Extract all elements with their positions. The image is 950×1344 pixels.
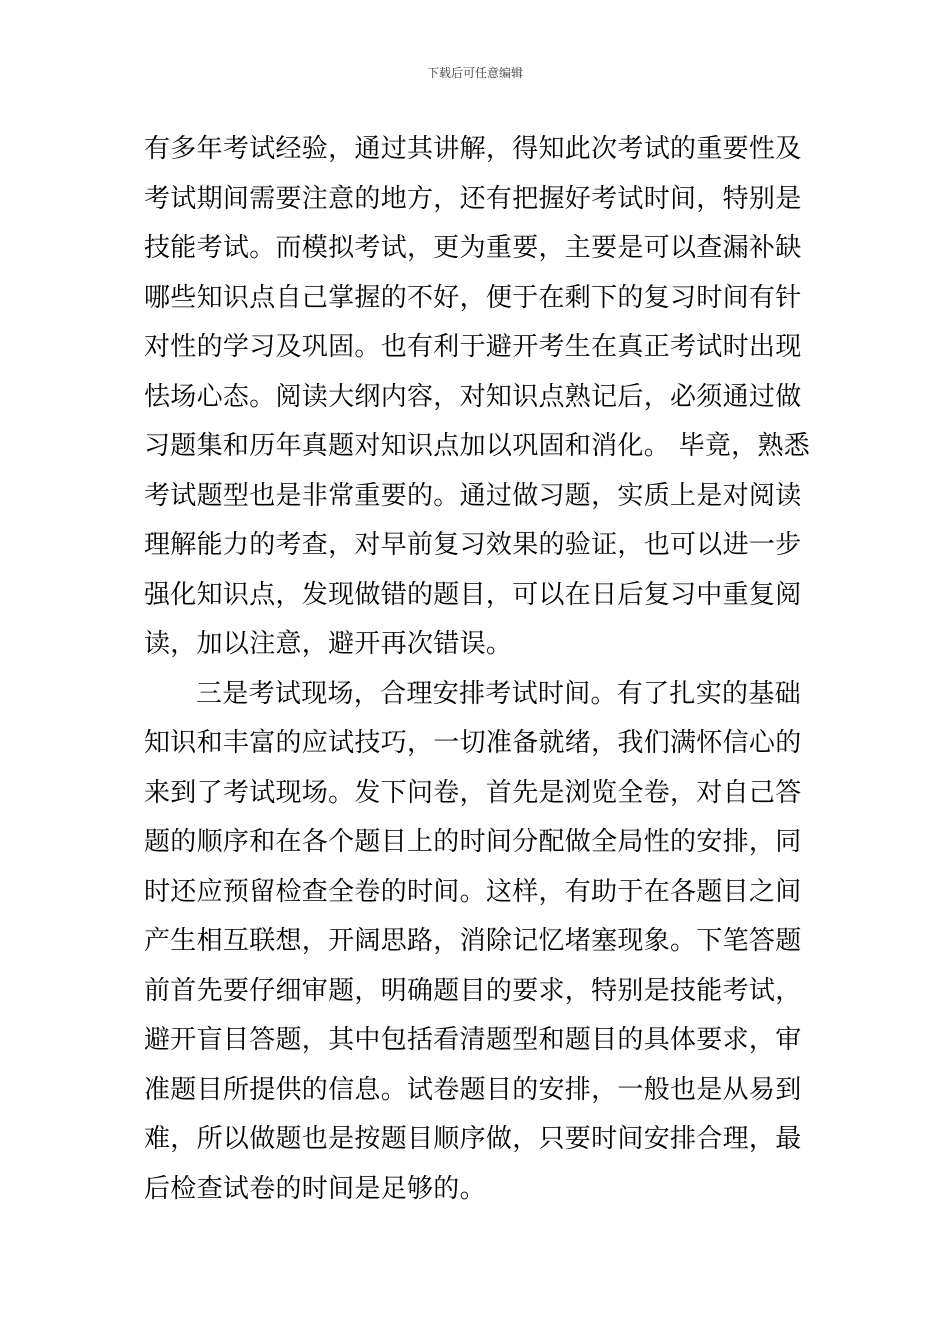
text-line: 强化知识点，发现做错的题目，可以在日后复习中重复阅 <box>144 579 802 610</box>
text-line: 知识和丰富的应试技巧，一切准备就绪，我们满怀信心的 <box>144 728 802 758</box>
text-line: 怯场心态。阅读大纲内容，对知识点熟记后，必须通过做 <box>144 381 802 412</box>
page-header: 下载后可任意编辑 <box>426 66 523 80</box>
text-line: 技能考试。而模拟考试，更为重要，主要是可以查漏补缺 <box>144 233 802 263</box>
text-line: 考试题型也是非常重要的。通过做习题，实质上是对阅读 <box>144 480 802 511</box>
paragraph-start-line: 三是考试现场，合理安排考试时间。有了扎实的基础 <box>196 678 801 709</box>
text-line: 后检查试卷的时间是足够的。 <box>144 1173 486 1204</box>
text-line: 来到了考试现场。发下问卷，首先是浏览全卷，对自己答 <box>144 777 802 808</box>
text-line: 前首先要仔细审题，明确题目的要求，特别是技能考试， <box>144 975 802 1006</box>
text-line: 难，所以做题也是按题目顺序做，只要时间安排合理，最 <box>144 1124 802 1154</box>
text-line: 理解能力的考查，对早前复习效果的验证，也可以进一步 <box>144 530 802 560</box>
text-line: 读，加以注意，避开再次错误。 <box>144 629 513 659</box>
text-line: 避开盲目答题，其中包括看清题型和题目的具体要求，审 <box>144 1025 802 1055</box>
text-line: 准题目所提供的信息。试卷题目的安排，一般也是从易到 <box>144 1074 802 1105</box>
text-line: 时还应预留检查全卷的时间。这样，有助于在各题目之间 <box>144 876 802 907</box>
text-line: 习题集和历年真题对知识点加以巩固和消化。 毕竟，熟悉 <box>144 431 811 461</box>
text-line: 有多年考试经验，通过其讲解，得知此次考试的重要性及 <box>144 134 802 164</box>
text-line: 对性的学习及巩固。也有利于避开考生在真正考试时出现 <box>144 332 802 362</box>
text-line: 产生相互联想，开阔思路，消除记忆堵塞现象。下笔答题 <box>144 926 802 956</box>
text-line: 考试期间需要注意的地方，还有把握好考试时间，特别是 <box>144 183 802 214</box>
text-line: 题的顺序和在各个题目上的时间分配做全局性的安排，同 <box>144 827 802 857</box>
body-text <box>144 125 809 1214</box>
text-line: 哪些知识点自己掌握的不好，便于在剩下的复习时间有针 <box>144 282 802 313</box>
